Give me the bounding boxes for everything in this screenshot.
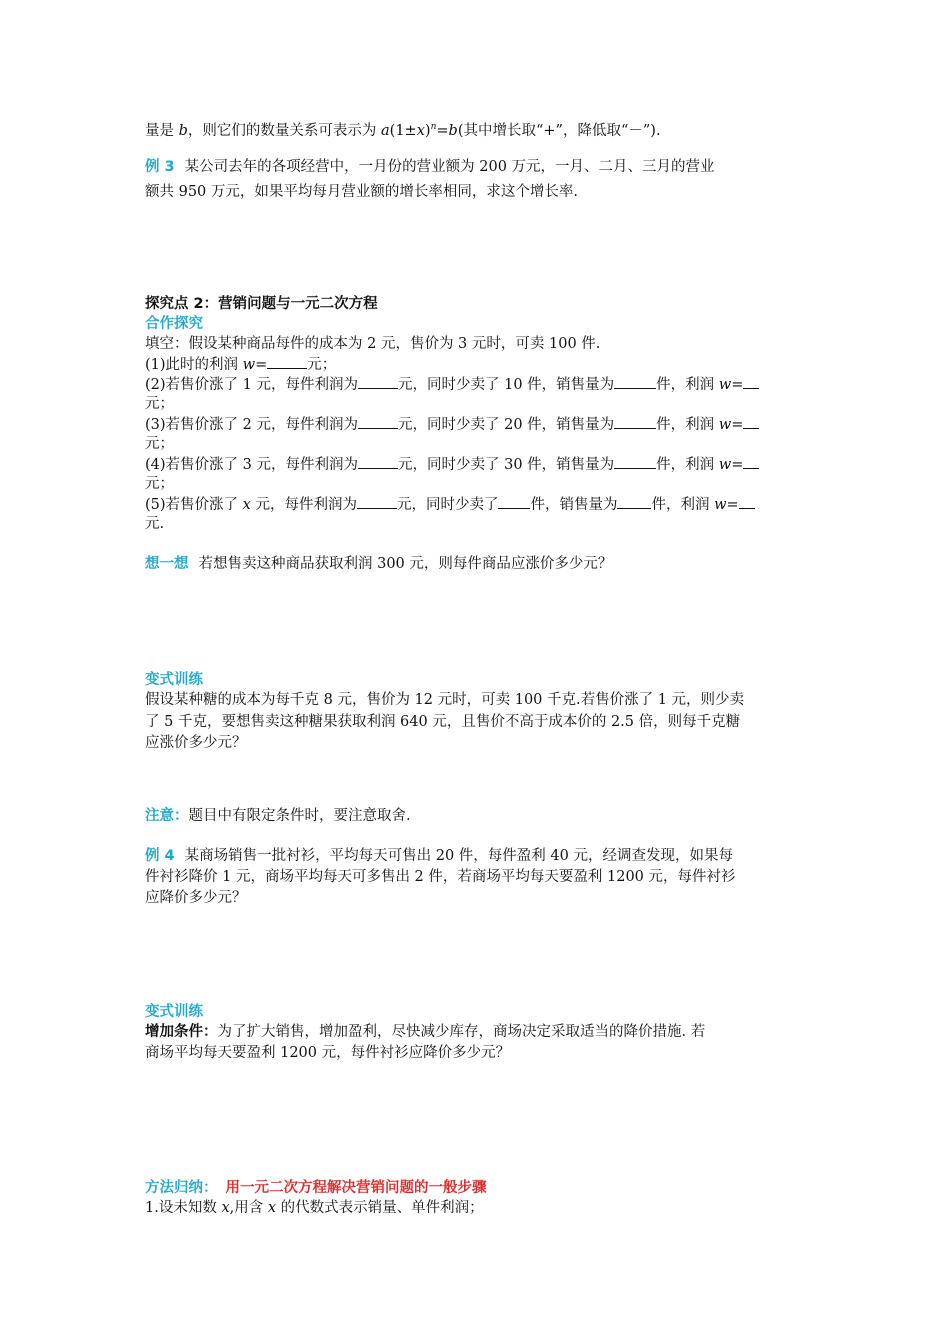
- question-5: (5)若售价涨了 x 元，每件利润为 元，同时少卖了 件，销售量为 件，利润 w=: [145, 494, 755, 515]
- answer-blank[interactable]: [614, 374, 656, 389]
- answer-blank[interactable]: [358, 454, 398, 469]
- question-2: (2)若售价涨了 1 元，每件利润为 元，同时少卖了 10 件，销售量为 件，利润 w=: [145, 374, 759, 395]
- question-3: (3)若售价涨了 2 元，每件利润为 元，同时少卖了 20 件，销售量为 件，利润 w=: [145, 414, 759, 435]
- answer-blank[interactable]: [358, 374, 398, 389]
- example-4-line-3: 应降价多少元？: [145, 890, 247, 906]
- growth-formula-line: 量是 b，则它们的数量关系可表示为 $a(1\pm x)^n=b$(其中增长取“+”，降低取“－”).: [145, 122, 661, 139]
- answer-blank[interactable]: [743, 454, 759, 469]
- example-3-label: 例 3: [145, 159, 175, 175]
- variant-2-line-1: 增加条件：为了扩大销售，增加盈利，尽快减少库存，商场决定采取适当的降价措施. 若: [145, 1024, 706, 1040]
- think-prompt: 想一想 若想售卖这种商品获取利润 300 元，则每件商品应涨价多少元？: [145, 556, 613, 572]
- variant-2-line-2: 商场平均每天要盈利 1200 元，每件衬衫应降价多少元？: [145, 1045, 511, 1061]
- think-label: 想一想: [145, 556, 189, 572]
- method-title: 用一元二次方程解决营销问题的一般步骤: [225, 1180, 487, 1196]
- example-4-line-1: 例 4 某商场销售一批衬衫，平均每天可售出 20 件，每件盈利 40 元，经调查发现，如果每: [145, 848, 733, 864]
- question-3-unit: 元；: [145, 436, 174, 452]
- answer-blank[interactable]: [357, 494, 397, 509]
- question-1: (1)此时的利润 w= 元；: [145, 354, 336, 375]
- method-step-1: 1.设未知数 x,用含 x 的代数式表示销量、单件利润；: [145, 1200, 484, 1216]
- variant-2-heading: 变式训练: [145, 1004, 203, 1020]
- question-5-unit: 元.: [145, 516, 165, 532]
- fill-intro: 填空：假设某种商品每件的成本为 2 元，售价为 3 元时，可卖 100 件.: [145, 336, 601, 352]
- answer-blank[interactable]: [617, 494, 651, 509]
- example-4-label: 例 4: [145, 848, 175, 864]
- cooperate-heading: 合作探究: [145, 316, 203, 332]
- variant-1-line-3: 应涨价多少元？: [145, 735, 247, 751]
- question-2-unit: 元；: [145, 396, 174, 412]
- example-3-line-2: 额共 950 万元，如果平均每月营业额的增长率相同，求这个增长率.: [145, 184, 579, 200]
- answer-blank[interactable]: [739, 494, 755, 509]
- method-label: 方法归纳：: [145, 1180, 218, 1196]
- question-4-unit: 元；: [145, 476, 174, 492]
- answer-blank[interactable]: [614, 454, 656, 469]
- question-4: (4)若售价涨了 3 元，每件利润为 元，同时少卖了 30 件，销售量为 件，利润 w=: [145, 454, 759, 475]
- section-2-title: 探究点 2：营销问题与一元二次方程: [145, 296, 378, 312]
- method-heading: [145, 1178, 487, 1198]
- answer-blank[interactable]: [358, 414, 398, 429]
- note-label: 注意：: [145, 808, 189, 824]
- answer-blank[interactable]: [743, 414, 759, 429]
- variant-1-line-2: 了 5 千克，要想售卖这种糖果获取利润 640 元，且售价不高于成本价的 2.5 倍，则每千克糖: [145, 714, 741, 730]
- answer-blank[interactable]: [267, 354, 307, 369]
- variant-1-line-1: 假设某种糖的成本为每千克 8 元，售价为 12 元时，可卖 100 千克.若售价涨了 1 元，则少卖: [145, 692, 745, 708]
- answer-blank[interactable]: [614, 414, 656, 429]
- example-4-line-2: 件衬衫降价 1 元，商场平均每天可多售出 2 件，若商场平均每天要盈利 1200 元，每件衬衫: [145, 869, 736, 885]
- variant-1-heading: 变式训练: [145, 672, 203, 688]
- condition-label: 增加条件：: [145, 1024, 218, 1040]
- example-3-line-1: 例 3 某公司去年的各项经营中，一月份的营业额为 200 万元，一月、二月、三月的营业: [145, 159, 715, 175]
- answer-blank[interactable]: [743, 374, 759, 389]
- note-line: 注意：题目中有限定条件时，要注意取舍.: [145, 808, 411, 824]
- answer-blank[interactable]: [498, 494, 530, 509]
